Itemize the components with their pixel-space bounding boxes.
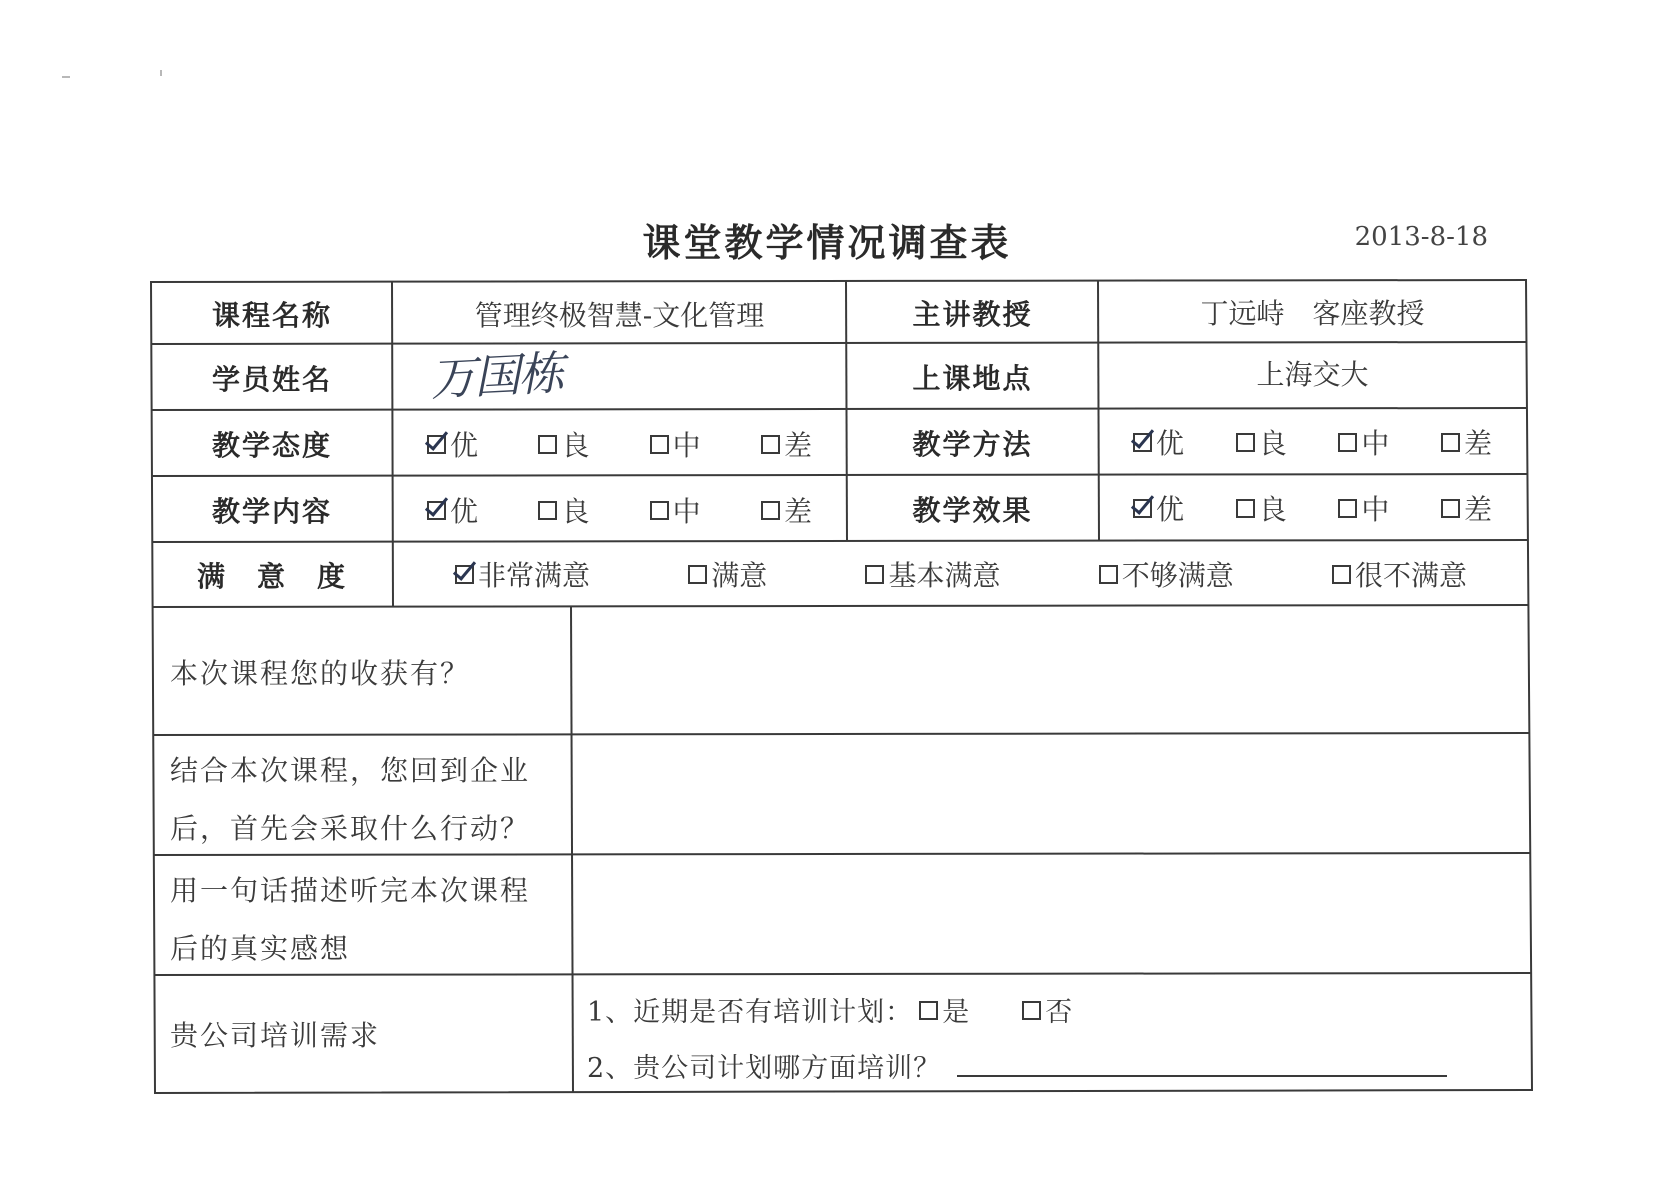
answer-feeling-field[interactable] [576, 856, 1526, 972]
option-excellent[interactable]: 优 [1133, 422, 1184, 462]
checkbox[interactable] [865, 565, 884, 584]
checkbox[interactable] [1338, 433, 1357, 452]
checkbox[interactable] [688, 565, 707, 584]
checkbox-checked[interactable] [427, 435, 446, 454]
option-basically-satisfied[interactable]: 基本满意 [865, 554, 1000, 594]
checkbox-checked[interactable] [427, 501, 446, 520]
option-very-satisfied[interactable]: 非常满意 [455, 554, 590, 594]
checkbox[interactable] [650, 501, 669, 520]
option-yes[interactable]: 是 [919, 990, 970, 1029]
satisfaction-options [393, 542, 1527, 605]
option-very-dissatisfied[interactable]: 很不满意 [1332, 554, 1467, 594]
form-date: 2013-8-18 [1354, 222, 1488, 252]
question-training-needs: 贵公司培训需求 [170, 1019, 381, 1052]
option-good[interactable]: 良 [1236, 488, 1287, 528]
lecturer-label: 主讲教授 [912, 297, 1033, 331]
checkbox-checked[interactable] [455, 565, 474, 584]
student-name-label: 学员姓名 [211, 362, 332, 396]
teaching-method-options [1099, 409, 1526, 474]
option-poor[interactable]: 差 [761, 424, 812, 464]
option-poor[interactable]: 差 [1441, 488, 1492, 528]
question-feeling-line2: 后的真实感想 [170, 932, 351, 965]
teaching-content-options [393, 477, 846, 542]
teaching-effect-options [1099, 475, 1526, 540]
checkbox[interactable] [1099, 565, 1118, 584]
option-poor[interactable]: 差 [1441, 422, 1492, 462]
option-poor[interactable]: 差 [761, 490, 812, 530]
checkbox[interactable] [1332, 565, 1351, 584]
option-excellent[interactable]: 优 [427, 490, 478, 530]
teaching-method-label: 教学方法 [912, 427, 1033, 461]
course-name-value: 管理终极智慧-文化管理 [474, 298, 765, 332]
option-excellent[interactable]: 优 [427, 424, 478, 464]
option-satisfied[interactable]: 满意 [688, 554, 767, 594]
checkbox[interactable] [761, 501, 780, 520]
checkbox[interactable] [919, 1001, 938, 1020]
teaching-attitude-options [393, 411, 846, 476]
checkbox-checked[interactable] [1133, 433, 1152, 452]
teaching-effect-label: 教学效果 [912, 493, 1033, 527]
training-plan-question: 1、近期是否有培训计划： 是 否 [587, 990, 1073, 1029]
student-name-handwritten: 万国栋 [428, 345, 564, 407]
checkbox-checked[interactable] [1133, 499, 1152, 518]
training-area-question: 2、贵公司计划哪方面培训？ [587, 1046, 1447, 1085]
answer-action-field[interactable] [575, 736, 1525, 852]
location-label: 上课地点 [912, 361, 1033, 395]
question-action-line1: 结合本次课程，您回到企业 [170, 754, 531, 787]
option-average[interactable]: 中 [1338, 488, 1389, 528]
option-good[interactable]: 良 [538, 424, 589, 464]
satisfaction-label: 满 意 度 [196, 560, 347, 593]
question-gains: 本次课程您的收获有？ [170, 657, 471, 690]
checkbox[interactable] [538, 435, 557, 454]
teaching-attitude-label: 教学态度 [211, 428, 332, 462]
option-average[interactable]: 中 [650, 490, 701, 530]
option-average[interactable]: 中 [1338, 422, 1389, 462]
option-not-quite-satisfied[interactable]: 不够满意 [1099, 554, 1234, 594]
checkbox[interactable] [538, 501, 557, 520]
checkbox[interactable] [1236, 499, 1255, 518]
checkbox[interactable] [1441, 433, 1460, 452]
question-feeling-line1: 用一句话描述听完本次课程 [170, 874, 531, 907]
answer-gains-field[interactable] [575, 608, 1525, 732]
option-excellent[interactable]: 优 [1133, 488, 1184, 528]
teaching-content-label: 教学内容 [211, 494, 332, 528]
course-name-label: 课程名称 [211, 298, 332, 332]
lecturer-value: 丁远峙 客座教授 [1200, 296, 1425, 330]
location-value: 上海交大 [1256, 358, 1369, 391]
checkbox[interactable] [650, 435, 669, 454]
checkbox[interactable] [1022, 1001, 1041, 1020]
option-good[interactable]: 良 [1236, 422, 1287, 462]
question-action-line2: 后，首先会采取什么行动？ [170, 812, 531, 845]
checkbox[interactable] [1236, 433, 1255, 452]
option-good[interactable]: 良 [538, 490, 589, 530]
training-area-blank-field[interactable] [957, 1055, 1447, 1077]
option-no[interactable]: 否 [1022, 990, 1073, 1029]
option-average[interactable]: 中 [650, 424, 701, 464]
form-title: 课堂教学情况调查表 [642, 221, 1012, 265]
checkbox[interactable] [1441, 499, 1460, 518]
checkbox[interactable] [761, 435, 780, 454]
checkbox[interactable] [1338, 499, 1357, 518]
